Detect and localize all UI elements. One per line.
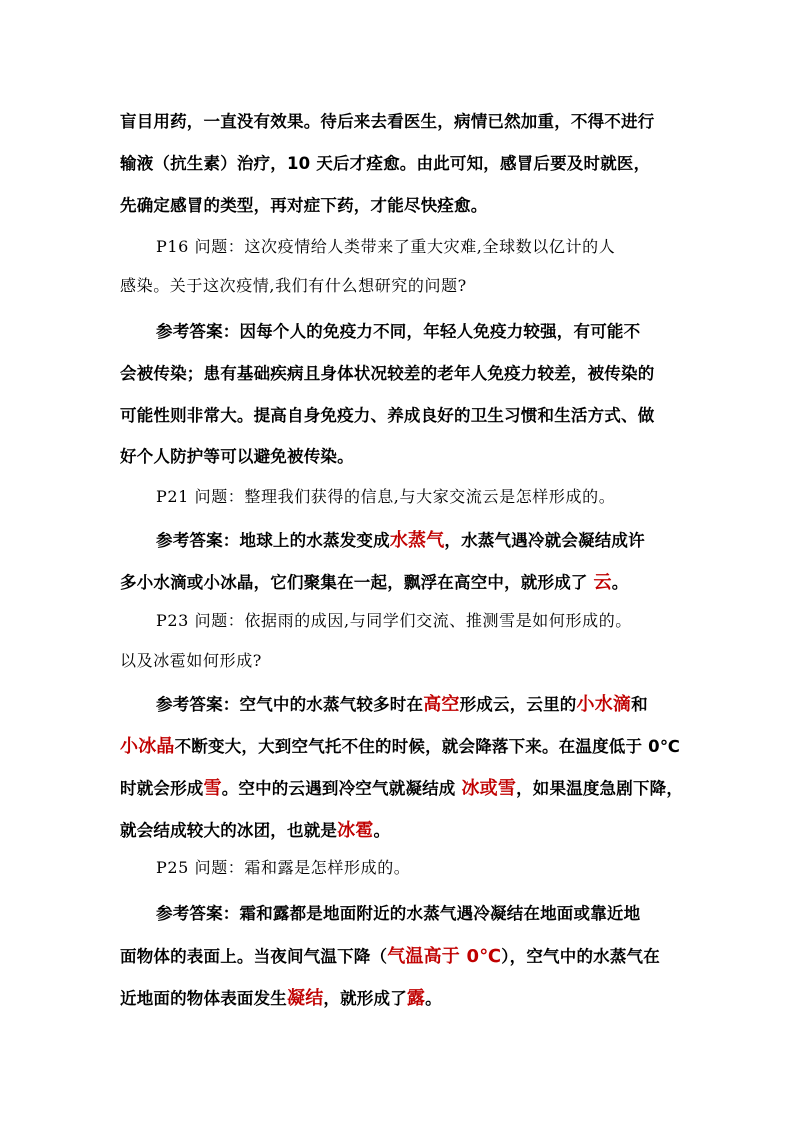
a25-text: ，就形成了 [323, 989, 407, 1008]
a23-text: 。空中的云遇到冷空气就凝结成 [221, 779, 462, 798]
a25-highlight-condense: 凝结 [287, 988, 324, 1009]
a25-text: 。 [425, 989, 442, 1008]
a16-line3: 可能性则非常大。提高自身免疫力、养成良好的卫生习惯和生活方式、做 [120, 406, 655, 425]
a23-text: 就会结成较大的冰团，也就是 [120, 821, 338, 840]
a23-text: ，如果温度急剧下降， [516, 779, 684, 798]
a23-line2 [120, 732, 680, 758]
a21-line1 [156, 526, 645, 552]
a23-text: 不断变大，大到空气托不住的时候，就会降落下来。在温度低于 0℃ [174, 737, 681, 756]
a25-text: 面物体的表面上。当夜间气温下降（ [120, 947, 388, 966]
q25-line1: P25 问题：霜和露是怎样形成的。 [156, 858, 411, 877]
a25-highlight-dew: 露 [406, 988, 426, 1009]
a23-text: 时就会形成 [120, 779, 204, 798]
a23-highlight-snow: 雪 [203, 778, 222, 799]
a23-line4 [120, 816, 390, 842]
a21-highlight-vapor: 水蒸气 [389, 530, 445, 551]
a21-text: ，水蒸气遇冷就会凝结成许 [444, 531, 645, 550]
q16-line2: 感染。关于这次疫情,我们有什么想研究的问题? [120, 276, 467, 295]
a25-line2 [120, 942, 660, 968]
a21-line2 [120, 568, 628, 594]
a25-highlight-temp: 气温高于 0℃ [387, 946, 502, 967]
a21-text: 多小水滴或小冰晶，它们聚集在一起，飘浮在高空中，就形成了 [120, 573, 594, 592]
para1-line1: 盲目用药，一直没有效果。待后来去看医生，病情已然加重，不得不进行 [120, 112, 655, 131]
a16-line2: 会被传染；患有基础疾病且身体状况较差的老年人免疫力较差，被传染的 [120, 364, 655, 383]
a23-highlight-ice-crystals: 小冰晶 [120, 736, 175, 757]
a21-text: 。 [611, 573, 629, 592]
a21-text: 参考答案：地球上的水蒸发变成 [156, 531, 390, 550]
q21-line1: P21 问题：整理我们获得的信息,与大家交流云是怎样形成的。 [156, 487, 616, 506]
a23-line1 [156, 690, 648, 716]
a23-highlight-ice-or-snow: 冰或雪 [461, 778, 517, 799]
a25-text: ），空气中的水蒸气在 [501, 947, 660, 966]
a23-text: 形成云，云里的 [459, 695, 577, 714]
a16-line1: 参考答案：因每个人的免疫力不同，年轻人免疫力较强，有可能不 [156, 322, 641, 341]
q23-line1: P23 问题：依据雨的成因,与同学们交流、推测雪是如何形成的。 [156, 611, 632, 630]
a23-text: 。 [373, 821, 391, 840]
a23-text: 参考答案：空气中的水蒸气较多时在 [156, 695, 424, 714]
a16-line4: 好个人防护等可以避免被传染。 [120, 447, 354, 466]
q16-line1: P16 问题：这次疫情给人类带来了重大灾难,全球数以亿计的人 [156, 237, 616, 256]
a25-line1: 参考答案：霜和露都是地面附近的水蒸气遇冷凝结在地面或靠近地 [156, 904, 641, 923]
a25-line3 [120, 984, 442, 1010]
para1-line3: 先确定感冒的类型，再对症下药，才能尽快痊愈。 [120, 196, 488, 215]
a21-highlight-cloud: 云 [593, 572, 612, 593]
a23-line3 [120, 774, 683, 800]
q23-line2: 以及冰雹如何形成? [120, 651, 262, 670]
a23-highlight-high-altitude: 高空 [423, 694, 460, 715]
a23-text: 和 [631, 695, 648, 714]
a23-highlight-droplets: 小水滴 [576, 694, 632, 715]
a25-text: 近地面的物体表面发生 [120, 989, 287, 1008]
para1-line2: 输液（抗生素）治疗，10 天后才痊愈。由此可知，感冒后要及时就医， [120, 154, 651, 173]
a23-highlight-hail: 冰雹 [337, 820, 374, 841]
